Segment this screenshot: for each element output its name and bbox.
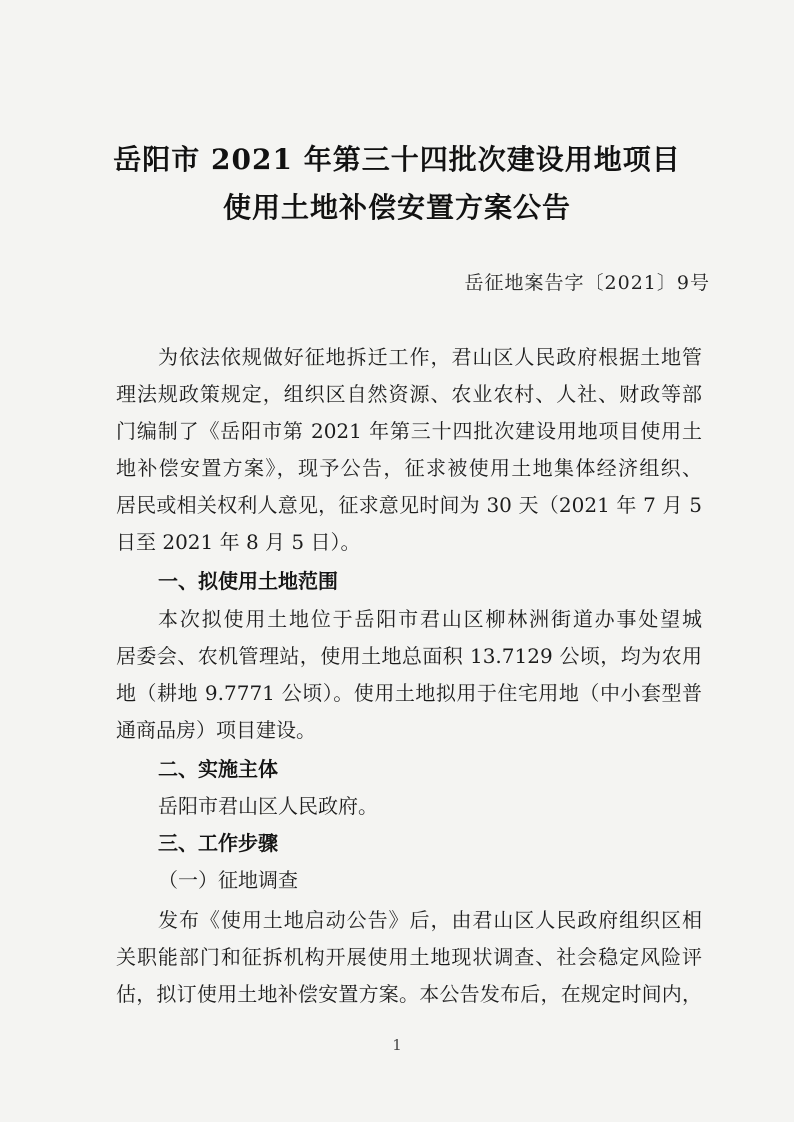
paragraph-line: 发布《使用土地启动公告》后，由君山区人民政府组织区相 [158,908,702,932]
paragraph-line: 居民或相关权利人意见，征求意见时间为 30 天（2021 年 7 月 5 [116,493,702,517]
paragraph-line: 估，拟订使用土地补偿安置方案。本公告发布后，在规定时间内， [116,982,702,1006]
paragraph-line: 居委会、农机管理站，使用土地总面积 13.7129 公顷，均为农用 [116,644,702,668]
paragraph-line: 地（耕地 9.7771 公顷）。使用土地拟用于住宅用地（中小套型普 [116,681,702,705]
section-heading: 二、实施主体 [158,757,278,781]
document-title-line-2: 使用土地补偿安置方案公告 [222,191,571,224]
paragraph-line: 为依法依规做好征地拆迁工作，君山区人民政府根据土地管 [158,345,702,369]
paragraph-line: 岳阳市君山区人民政府。 [158,794,378,818]
paragraph-line: 通商品房）项目建设。 [116,718,316,742]
paragraph-line: 门编制了《岳阳市第 2021 年第三十四批次建设用地项目使用土 [116,419,702,443]
paragraph-line: 理法规政策规定，组织区自然资源、农业农村、人社、财政等部 [116,382,702,406]
paragraph-line: 地补偿安置方案》，现予公告，征求被使用土地集体经济组织、 [116,456,702,480]
paragraph-line: 关职能部门和征拆机构开展使用土地现状调查、社会稳定风险评 [116,945,702,969]
document-title-line-1: 岳阳市 2021 年第三十四批次建设用地项目 [113,143,681,176]
document-number: 岳征地案告字〔2021〕9号 [464,272,710,294]
paragraph-line: 本次拟使用土地位于岳阳市君山区柳林洲街道办事处望城 [158,607,702,631]
section-heading: 三、工作步骤 [158,831,278,855]
paragraph-line: 日至 2021 年 8 月 5 日）。 [116,530,361,554]
page-number: 1 [392,1036,402,1054]
section-heading: 一、拟使用土地范围 [158,569,338,593]
subsection-heading: （一）征地调查 [158,868,298,892]
